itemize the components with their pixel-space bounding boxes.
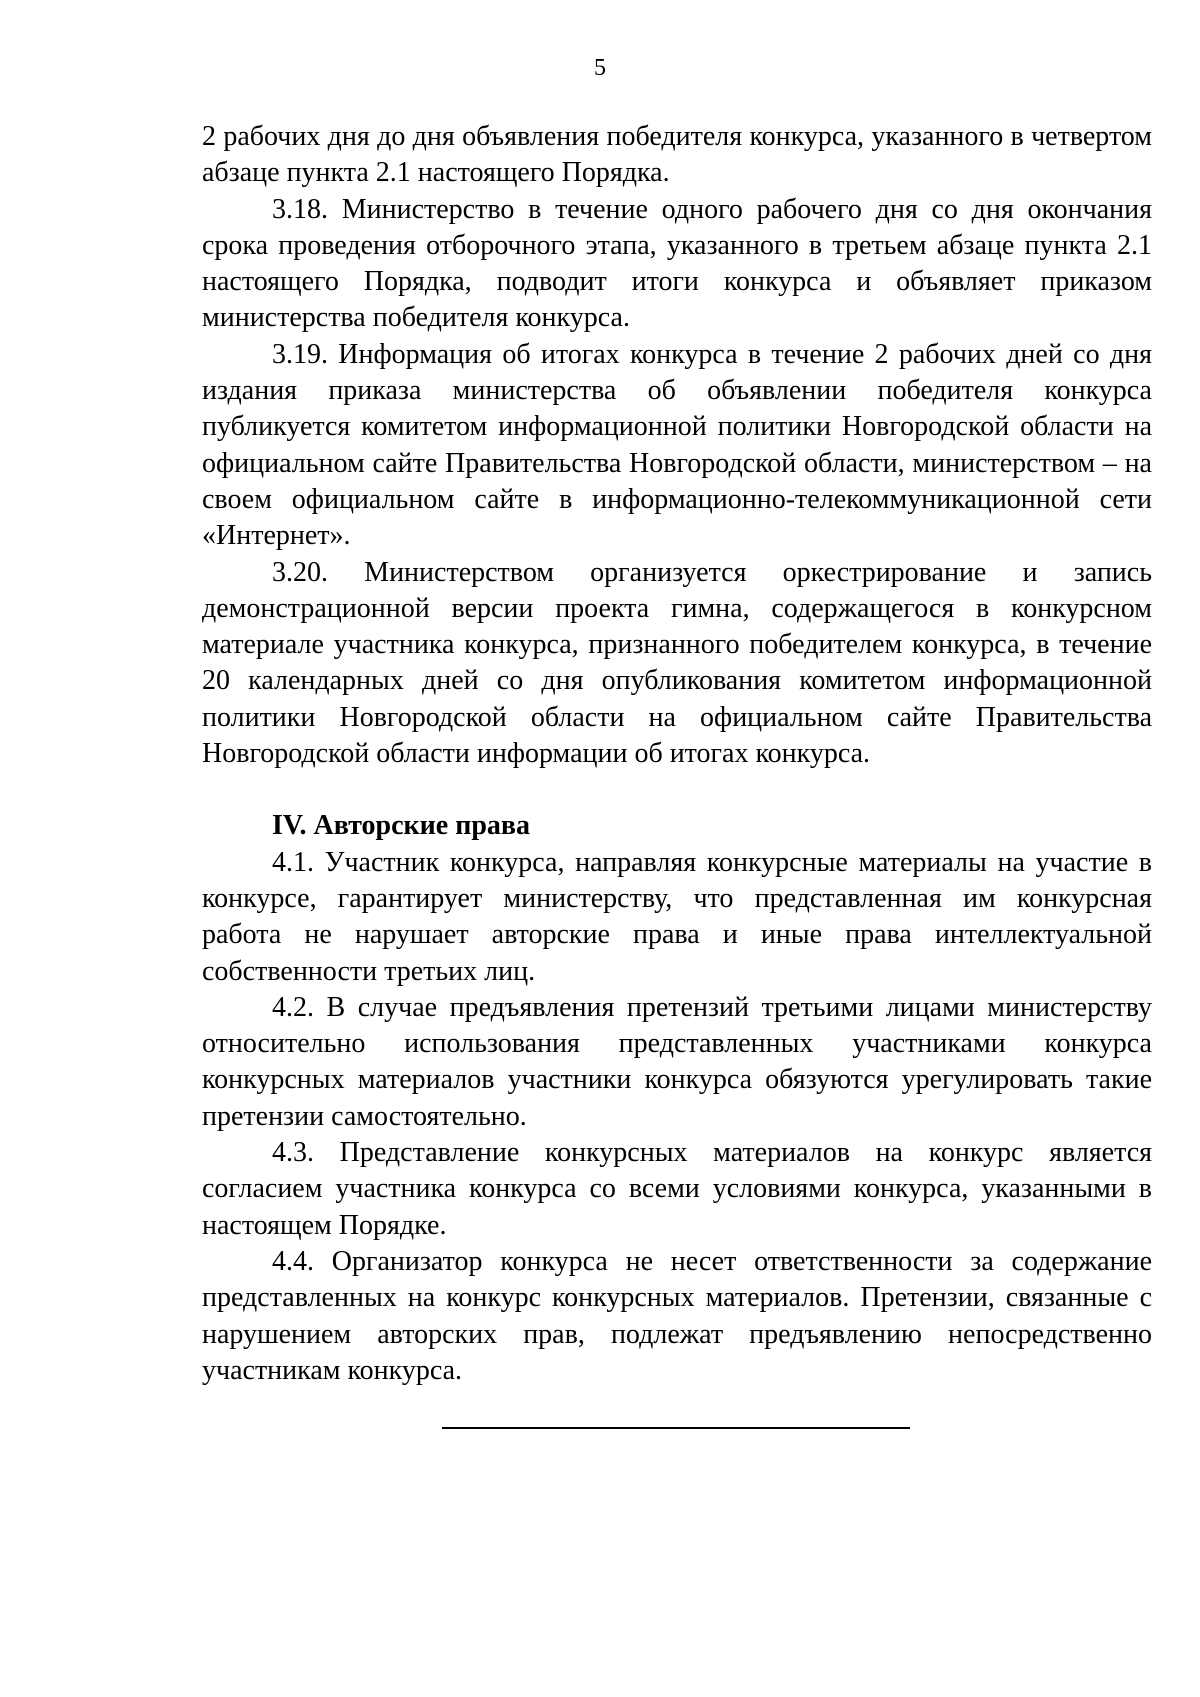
- paragraph-3-20: 3.20. Министерством организуется оркестрирование и запись демонстрационной версии проекта гимна, содержащегося в конкурсном материале участника конкурса, признанного победителем конкурса, в течение 20 календарных дней со дня опубликования комитетом информационной политики Новгородской области на официальном сайте Правительства Новгородской области информации об итогах конкурса.: [202, 556, 1152, 770]
- paragraph-4-2: 4.2. В случае предъявления претензий третьими лицами министерству относительно использования представленных участниками конкурса конкурсных материалов участники конкурса обязуются урегулировать такие претензии самостоятельно.: [202, 991, 1152, 1132]
- paragraph-4-4: 4.4. Организатор конкурса не несет ответственности за содержание представленных на конкурс конкурсных материалов. Претензии, связанные с нарушением авторских прав, подлежат предъявлению непосредственно участникам конкурса.: [202, 1245, 1152, 1386]
- paragraph-3-19: 3.19. Информация об итогах конкурса в течение 2 рабочих дней со дня издания приказа министерства об объявлении победителя конкурса публикуется комитетом информационной политики Новгородской области на официальном сайте Правительства Новгородской области, министерством – на своем официальном сайте в информационно-телекоммуникационной сети «Интернет».: [202, 338, 1152, 552]
- section-heading: IV. Авторские права: [272, 810, 531, 842]
- paragraph-4-3: 4.3. Представление конкурсных материалов на конкурс является согласием участника конкурса со всеми условиями конкурса, указанными в настоящем Порядке.: [202, 1137, 1152, 1241]
- document-body: [202, 119, 1152, 1389]
- page-number: 5: [594, 55, 606, 81]
- paragraph-3-18: 3.18. Министерство в течение одного рабочего дня со дня окончания срока проведения отборочного этапа, указанного в третьем абзаце пункта 2.1 настоящего Порядка, подводит итоги конкурса и объявляет приказом министерства победителя конкурса.: [202, 193, 1152, 334]
- end-of-document-rule: [442, 1427, 910, 1429]
- paragraph-4-1: 4.1. Участник конкурса, направляя конкурсные материалы на участие в конкурсе, гарантирует министерству, что представленная им конкурсная работа не нарушает авторские права и иные права интеллектуальной собственности третьих лиц.: [202, 846, 1152, 987]
- paragraph-continuation: 2 рабочих дня до дня объявления победителя конкурса, указанного в четвертом абзаце пункта 2.1 настоящего Порядка.: [202, 121, 1152, 189]
